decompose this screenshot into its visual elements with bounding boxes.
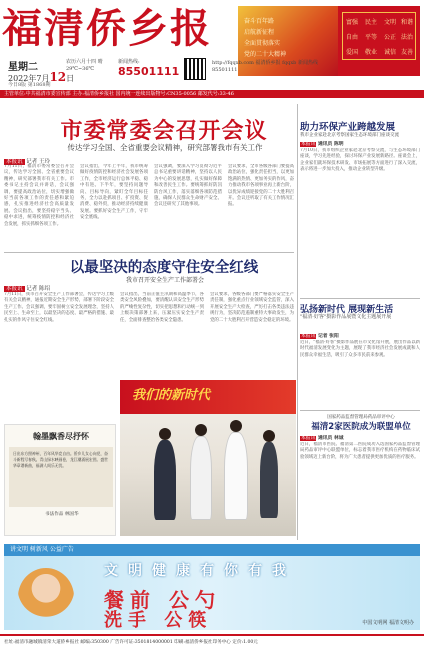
right-subhead-1: 我市企业家赴北京考察国家生态环境部门座谈交流 (300, 133, 399, 138)
column-divider (297, 104, 298, 540)
value-word: 民主 (365, 19, 378, 26)
value-word: 诚信 (384, 49, 397, 56)
core-values-box (338, 6, 420, 76)
value-word: 平等 (365, 34, 378, 41)
value-word: 法治 (401, 34, 414, 41)
calligraphy-image (9, 447, 113, 507)
issue-info (2, 58, 332, 86)
right-kicker-3: 国家药品监督管理局药品审评中心 (327, 415, 395, 420)
weekday-label: 星期二 (8, 62, 38, 73)
promo-line: 奋斗百年路 (244, 18, 275, 25)
value-word: 自由 (346, 34, 359, 41)
byline-text: 通讯员 陈明 (317, 141, 344, 147)
date-suffix: 日 (66, 74, 75, 83)
photo-person (190, 436, 212, 520)
promo-line: 全面贯彻落实 (244, 40, 281, 47)
right-article-1: 7月10日，我市组织企业家赴北京考察交流，与生态环境部门座谈，学习先进经验，探讨环保产业发展新路径。座谈会上，企业家们就环保技术研发、市场拓展等方面进行了深入交流，表示将进一步加大投入，推动企业转型升级。 (300, 148, 420, 173)
value-word: 爱国 (346, 49, 359, 56)
right-divider (300, 410, 420, 411)
photo-person (154, 440, 176, 520)
publisher-bar: 主管单位:中共福清市委宣传部 主办:福清侨乡报社 国内统一连续出版物号:CN35-0056 邮发代号:33-46 (0, 90, 424, 98)
photo-person (224, 432, 248, 520)
byline-text: 记者 陈绍 (26, 286, 51, 292)
right-article-3: 近日，福清市医院、福清第二医院成功入选国家药品监督管理局药品审评中心联盟单位，标志着我市医疗机构在药物临床试验领域迈上新台阶，将为广大患者提供更加优质的医疗服务。 (300, 442, 420, 460)
right-byline-1 (300, 140, 344, 147)
ad-child-illustration (18, 568, 74, 626)
right-divider (300, 298, 420, 299)
second-byline (4, 284, 50, 292)
right-headline-1: 助力环保产业跨越发展 (300, 122, 396, 133)
main-headline: 市委常委会召开会议 (60, 119, 268, 144)
section-divider (4, 252, 294, 253)
photo-head (230, 420, 242, 432)
main-article-col1: 7月11日，福清市委常委会召开会议，传达学习全国、全省重要会议精神，研究部署我市有关工作。市委书记主持会议并讲话，会议强调，要提高政治站位，切实增强做好当前各项工作的责任感和紧迫感，扎实推进经济社会高质量发展。会议指出，要坚持稳字当头、稳中求进，统筹疫情防控和经济社会发展，抓实抓细各项工作。 (4, 164, 74, 227)
byline-tag: 本报讯 (6, 159, 23, 165)
news-photo (120, 380, 296, 536)
value-word: 敬业 (365, 49, 378, 56)
newspaper-title: 福清侨乡报 (2, 6, 212, 52)
date-prefix: 2022年7月 (8, 74, 50, 83)
value-word: 文明 (384, 19, 397, 26)
promo-line: 党的二十大精神 (244, 51, 287, 58)
byline-text: 记者 张阳 (317, 333, 339, 339)
news-hotline (118, 58, 178, 78)
calligraphy-author: 书法作品 林国华 (45, 512, 79, 517)
second-article-col1: 7月11日，我市召开安全生产工作部署会，传达学习上级有关会议精神，通报近期安全生产形势，部署下阶段安全生产工作。会议强调，要牢固树立安全发展理念，坚持人民至上、生命至上，以最坚决的态度、最严格的措施、最扎实的作风守住安全红线。 (4, 292, 114, 323)
byline-text: 记者 王玲 (26, 159, 51, 165)
right-subhead-2: "福清·好客"摄影作品展暨文化主题展开展 (300, 314, 392, 320)
weather-info: 农历六月十四 晴 29℃~36℃ (66, 59, 103, 72)
photo-head (195, 424, 207, 436)
right-byline-3 (300, 434, 344, 441)
byline-tag: 本报讯 (301, 436, 316, 441)
promo-line: 启航新征程 (244, 29, 275, 36)
photo-head (263, 430, 275, 442)
photo-head (159, 428, 171, 440)
core-values-banner (342, 12, 416, 60)
byline-text: 通讯员 林诚 (317, 435, 344, 441)
second-headline: 以最坚决的态度守住安全红线 (69, 260, 259, 276)
website-info: http://fqqxb.com 福清侨乡报 fqqxb 新闻热线85501111 (212, 60, 318, 73)
masthead (0, 0, 424, 90)
value-word: 富强 (346, 19, 359, 26)
issue-meta: 今日8版 第1868期 (8, 82, 51, 88)
ad-slogan-2: 餐前 公勺 (104, 588, 221, 612)
main-subhead: 传达学习全国、全省重要会议精神，研究部署我市有关工作 (67, 143, 263, 152)
byline-tag: 本报讯 (6, 286, 23, 292)
page-footer: 社址:福清市融城镇清荣大道侨乡报社 邮编:350300 广告许可证:3501814000001 印刷:福清侨乡报社印务中心 定价:1.00元 (0, 634, 424, 654)
hotline-label: 新闻热线: (118, 59, 140, 65)
right-article-2: 近日，"福清·好客"摄影作品展在市文化馆开展，展出作品以新时代福清发展变化为主题，展现了我市经济社会发展成就和人民群众幸福生活，吸引了众多市民前来参观。 (300, 340, 420, 358)
calligraphy-title: 翰墨飘香尽抒怀 (33, 431, 89, 441)
value-word: 友善 (401, 49, 414, 56)
calligraphy-verse: 日出东方照神州，百年风华竞自由。侨乡儿女心向党，奋斗新程写春秋。青山绿水映画卷，龙江潮涌展宏图。盛世华章谱新曲，福满人间乐无忧。 (13, 451, 108, 468)
qr-code-icon (184, 58, 206, 80)
second-article-col2: 会议指出，当前正值主汛期和高温季节，各类安全风险叠加，要清醒认识安全生产形势的严峻性复杂性，切实把思想和行动统一到上级决策部署上来，压紧压实安全生产责任，全面排查整治各类安全隐患。 (120, 292, 204, 323)
right-headline-2: 弘扬新时代 展现新生活 (300, 305, 394, 315)
value-word: 和谐 (401, 19, 414, 26)
right-headline-3: 福清2家医院成为联盟单位 (311, 422, 411, 432)
byline-tag: 本报讯 (301, 334, 316, 339)
right-byline-2 (300, 332, 339, 339)
promo-lines (244, 16, 332, 60)
second-article-col3: 会议要求，各级各部门要严格落实安全生产责任制，强化重点行业领域安全监管，深入开展安全生产大检查，严厉打击各类违法违规行为，坚决防范遏制重特大事故发生，为党的二十大胜利召开营造安全稳定的环境。 (210, 292, 294, 323)
main-article-col3: 会议强调，要深入学习贯彻习近平总书记重要讲话精神，坚持以人民为中心的发展思想，扎实做好保障和改善民生工作。要统筹抓好防汛防台风工作，落实落细各项防范措施，确保人民群众生命财产安全。会议还研究了其他事项。 (154, 164, 222, 208)
photo-banner-text: 我们的新时代 (132, 388, 211, 403)
main-article-col2: 会议指出，今年上半年，我市统筹做好疫情防控和经济社会发展各项工作，全市经济运行总体平稳、稳中有进。下半年，要坚持问题导向、目标导向，紧盯全年目标任务，全力以赴抓项目、扩投资、促消费、稳外贸，推动经济持续健康发展。要抓好安全生产工作，守牢安全底线。 (80, 164, 148, 221)
calligraphy-box (4, 424, 116, 536)
second-subhead: 我市召开安全生产工作部署会 (125, 277, 204, 284)
date-day: 12 (49, 70, 67, 84)
ad-slogan-1: 文明健康有你有我 (104, 563, 296, 579)
hotline-number: 85501111 (118, 65, 180, 78)
value-word: 公正 (384, 34, 397, 41)
ad-credit: 中国文明网 福清文明办 (362, 620, 414, 626)
ad-slogan-3: 洗手 公筷 (104, 610, 213, 630)
byline-tag: 本报讯 (301, 142, 316, 147)
public-service-ad (4, 544, 420, 630)
main-article-col4: 会议要求，全市各级各部门要提高政治站位，强化责任担当，以更加饱满的热情、更加务实的作风，奋力推动我市各项事业再上新台阶，以优异成绩迎接党的二十大胜利召开。会议还听取了有关工作情况汇报。 (228, 164, 294, 208)
photo-person (260, 442, 278, 518)
ad-strip: 讲文明 树新风 公益广告 (4, 544, 420, 556)
